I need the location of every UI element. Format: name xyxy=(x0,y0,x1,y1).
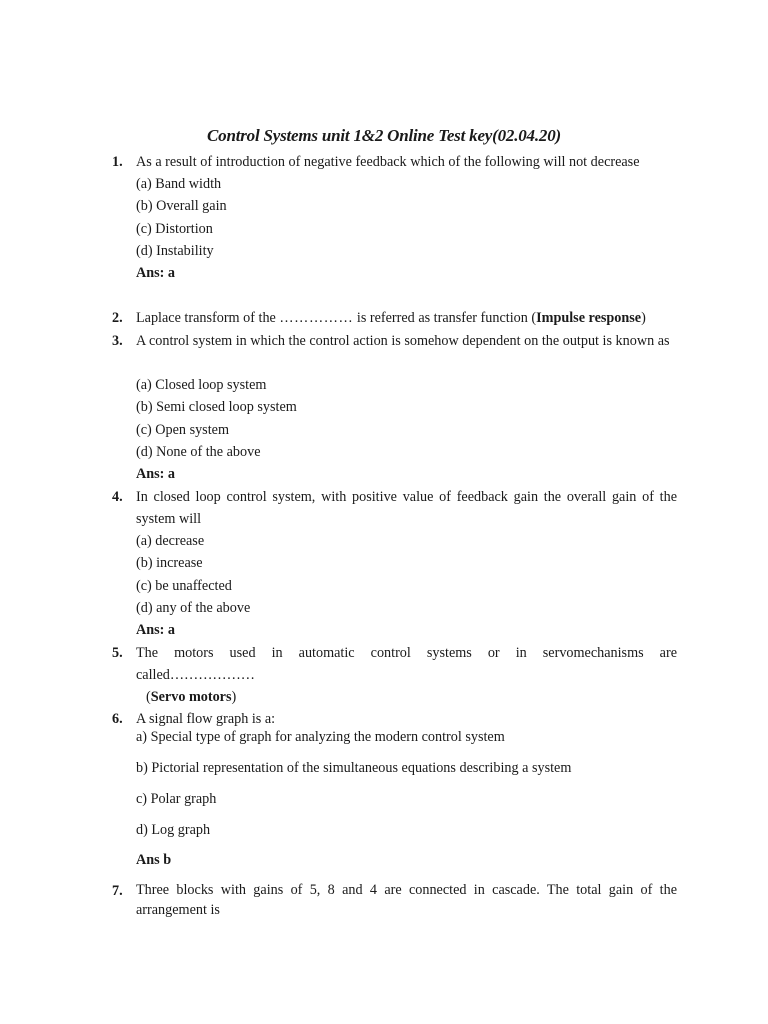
question-number: 2. xyxy=(112,310,123,326)
question-number: 5. xyxy=(112,645,123,661)
option-c: (c) be unaffected xyxy=(136,578,232,594)
answer-close-paren: ) xyxy=(231,689,237,705)
answer xyxy=(146,686,236,708)
answer: Ans: a xyxy=(136,622,176,638)
option-b: (b) Semi closed loop system xyxy=(136,399,297,415)
option-c: c) Polar graph xyxy=(136,791,217,807)
answer: Ans: a xyxy=(136,466,176,482)
answer-text: Servo motors xyxy=(150,689,232,705)
option-c: (c) Distortion xyxy=(136,221,213,237)
option-d: d) Log graph xyxy=(136,822,211,838)
question-text-end: is referred as transfer function ( xyxy=(353,310,537,326)
question-number: 1. xyxy=(112,154,123,170)
question-text: A signal flow graph is a: xyxy=(136,711,276,727)
answer: Ans: a xyxy=(136,265,176,281)
option-d: (d) None of the above xyxy=(136,444,261,460)
answer: Ans b xyxy=(136,852,172,868)
question-text: A control system in which the control action is somehow dependent on the output is known as xyxy=(136,333,670,349)
option-b: (b) increase xyxy=(136,555,203,571)
page-title: Control Systems unit 1&2 Online Test key(02.04.20) xyxy=(207,126,561,145)
answer-close-paren: ) xyxy=(641,310,646,326)
question-text-line-2: called……………… xyxy=(136,667,255,683)
blank-placeholder: …………… xyxy=(279,310,354,326)
option-a: (a) Closed loop system xyxy=(136,377,267,393)
option-d: (d) Instability xyxy=(136,243,214,259)
question-text xyxy=(136,307,646,329)
option-c: (c) Open system xyxy=(136,422,229,438)
question-text: As a result of introduction of negative feedback which of the following will not decrease xyxy=(136,154,640,170)
question-text-start: Laplace transform of the xyxy=(136,310,280,326)
answer: Impulse response xyxy=(536,310,642,326)
option-b: (b) Overall gain xyxy=(136,198,227,214)
option-a: a) Special type of graph for analyzing the modern control system xyxy=(136,729,505,745)
option-a: (a) decrease xyxy=(136,533,205,549)
answer-open-paren: ( xyxy=(146,689,151,705)
option-b: b) Pictorial representation of the simultaneous equations describing a system xyxy=(136,760,572,776)
question-number: 3. xyxy=(112,333,123,349)
question-text: Three blocks with gains of 5, 8 and 4 are connected in cascade. The total gain of the arrangement is xyxy=(136,882,677,918)
question-number: 4. xyxy=(112,489,123,505)
option-d: (d) any of the above xyxy=(136,600,251,616)
question-number: 7. xyxy=(112,883,123,899)
question-text: In closed loop control system, with positive value of feedback gain the overall gain of the system will xyxy=(136,489,677,527)
question-number: 6. xyxy=(112,711,123,727)
option-a: (a) Band width xyxy=(136,176,222,192)
question-text-line-1: The motors used in automatic control systems or in servomechanisms are xyxy=(136,645,677,661)
